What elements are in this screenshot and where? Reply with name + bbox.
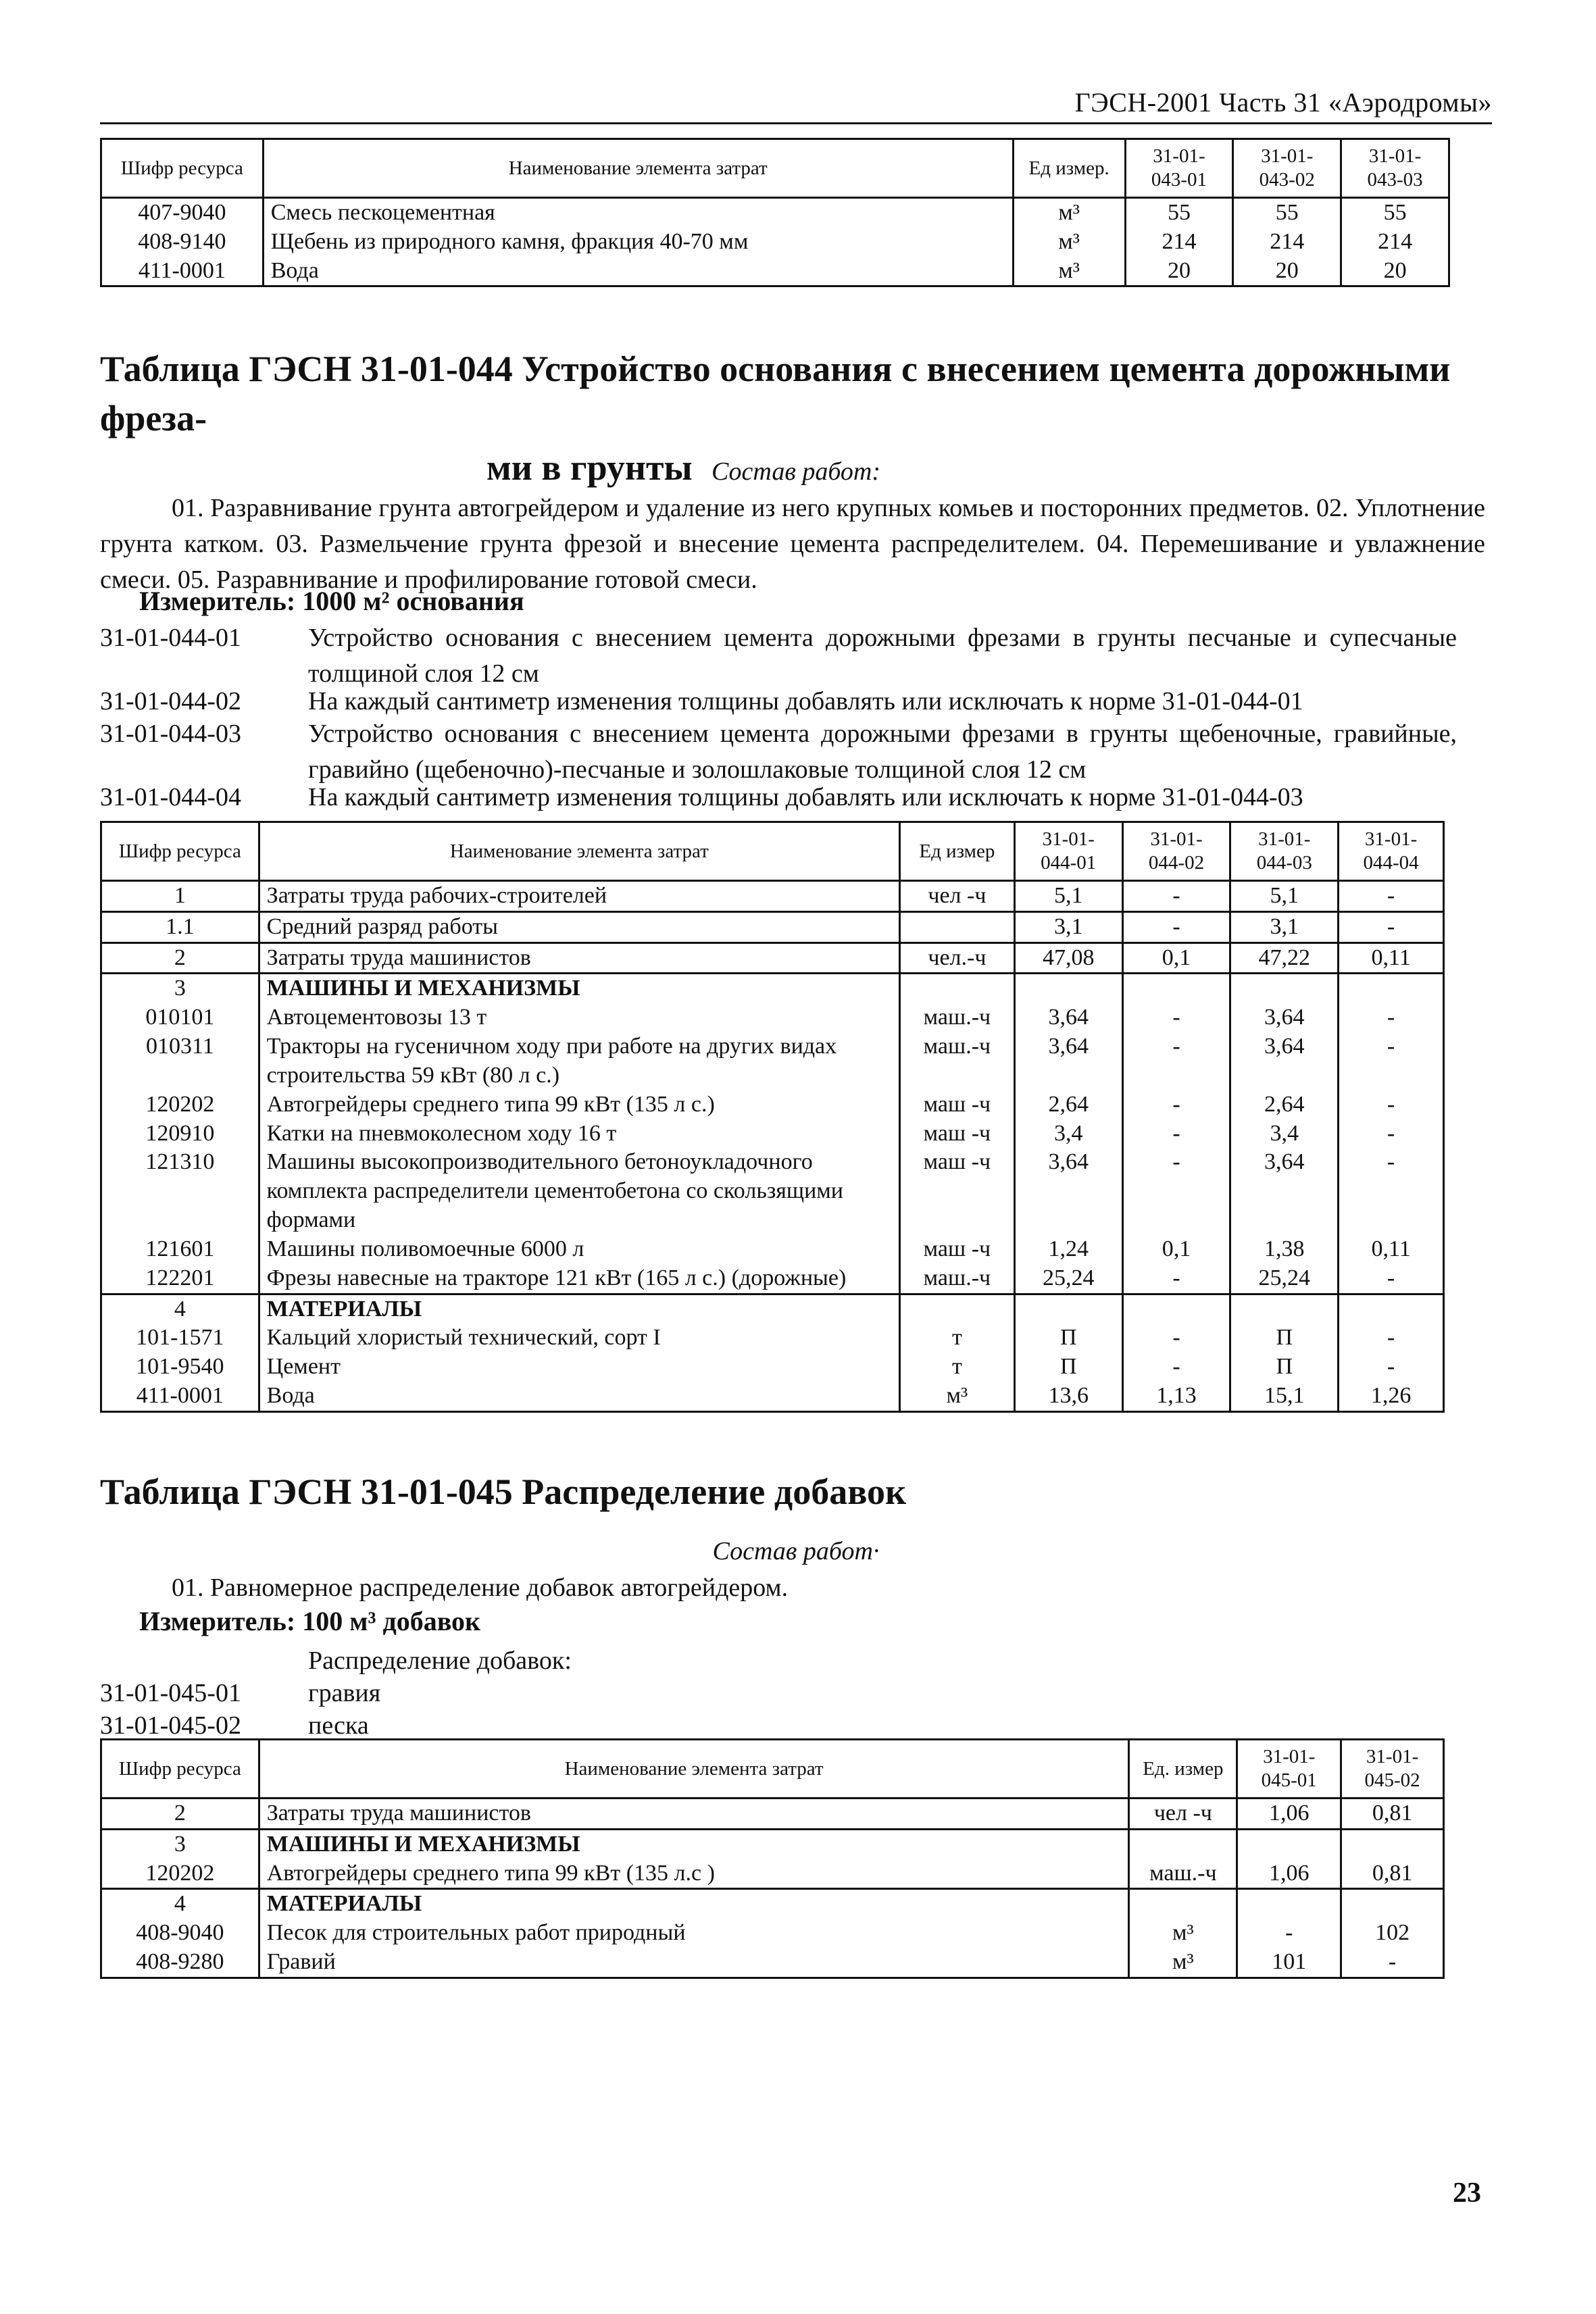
- table-row: [101, 1353, 1444, 1382]
- resource-code-cell: 120202: [101, 1090, 259, 1120]
- table-header-row: [101, 1740, 1444, 1799]
- unit-cell: м³: [1129, 1948, 1237, 1978]
- unit-cell: [899, 911, 1014, 942]
- value-cell: -: [1122, 1032, 1230, 1090]
- column-header: Ед измер: [899, 822, 1014, 881]
- value-cell: 25,24: [1014, 1264, 1122, 1294]
- unit-cell: чел -ч: [1129, 1799, 1237, 1830]
- table-row: [101, 1148, 1444, 1234]
- resource-name-cell: Песок для строительных работ природный: [259, 1919, 1129, 1948]
- value-cell: 2,64: [1230, 1090, 1339, 1120]
- table-row: [101, 1799, 1444, 1830]
- value-cell: 214: [1233, 228, 1341, 257]
- value-cell: 47,08: [1014, 942, 1122, 974]
- work-composition-text-044: 01. Разравнивание грунта автогрейдером и удаление из него крупных комьев и посторонних предметов. 02. Уплотнение грунта катком. 03. Размельчение грунта фрезой и внесение цемента распределителем. 04. Перемешивание и увлажнение смеси. 05. Разравнивание и профилирование готовой смеси.: [100, 494, 1485, 595]
- resource-name-cell: Вода: [263, 257, 1013, 286]
- value-cell: 20: [1341, 257, 1449, 286]
- column-header: Ед измер.: [1013, 139, 1125, 198]
- column-header: 31-01- 044-01: [1014, 822, 1122, 881]
- value-cell: -: [1339, 1032, 1444, 1090]
- value-cell: -: [1339, 1120, 1444, 1149]
- value-cell: -: [1122, 1324, 1230, 1353]
- unit-cell: чел.-ч: [899, 942, 1014, 974]
- value-cell: 102: [1341, 1919, 1444, 1948]
- value-cell: -: [1339, 1324, 1444, 1353]
- norm-code: 31-01-045-02: [100, 1711, 241, 1740]
- resource-code-cell: 121601: [101, 1235, 259, 1264]
- value-cell: -: [1341, 1948, 1444, 1978]
- table-row: [101, 1889, 1444, 1919]
- resource-name-cell: Фрезы навесные на тракторе 121 кВт (165 л с.) (дорожные): [259, 1264, 899, 1294]
- unit-cell: м³: [899, 1382, 1014, 1411]
- resource-name-cell: Кальций хлористый технический, сорт I: [259, 1324, 899, 1353]
- value-cell: 3,64: [1014, 1032, 1122, 1090]
- value-cell: 20: [1125, 257, 1233, 286]
- norm-description: На каждый сантиметр изменения толщины добавлять или исключать к норме 31-01-044-01: [308, 687, 1303, 715]
- value-cell: 3,64: [1230, 1003, 1339, 1032]
- column-header: 31-01- 043-01: [1125, 139, 1233, 198]
- table-row: [101, 1294, 1444, 1324]
- resource-code-cell: 411-0001: [101, 1382, 259, 1411]
- value-cell: 5,1: [1014, 881, 1122, 912]
- table-row: [101, 1003, 1444, 1032]
- value-cell: 25,24: [1230, 1264, 1339, 1294]
- column-header: 31-01- 044-04: [1339, 822, 1444, 881]
- value-cell: 5,1: [1230, 881, 1339, 912]
- resource-name-cell: Тракторы на гусеничном ходу при работе на других видах строительства 59 кВт (80 л с.): [259, 1032, 899, 1090]
- column-header: Шифр ресурса: [101, 1740, 259, 1799]
- value-cell: -: [1339, 1264, 1444, 1294]
- norm-description: Устройство основания с внесением цемента дорожными фрезами в грунты щебеночные, гравийные, гравийно (щебеночно)-песчаные и золошлаковые толщиной слоя 12 см: [308, 720, 1457, 784]
- resource-code-cell: 1.1: [101, 911, 259, 942]
- value-cell: -: [1339, 1148, 1444, 1234]
- table-row: [101, 1264, 1444, 1294]
- value-cell: 101: [1237, 1948, 1341, 1978]
- resource-name-cell: Гравий: [259, 1948, 1129, 1978]
- resource-name-cell: МАШИНЫ И МЕХАНИЗМЫ: [259, 1829, 1129, 1859]
- unit-cell: м³: [1129, 1919, 1237, 1948]
- value-cell: [1014, 1294, 1122, 1324]
- value-cell: -: [1339, 911, 1444, 942]
- value-cell: [1237, 1889, 1341, 1919]
- table-row: [101, 198, 1449, 228]
- value-cell: П: [1230, 1353, 1339, 1382]
- value-cell: [1230, 1294, 1339, 1324]
- resource-code-cell: 408-9040: [101, 1919, 259, 1948]
- column-header: Шифр ресурса: [101, 139, 264, 198]
- value-cell: 3,64: [1230, 1148, 1339, 1234]
- resource-code-cell: 4: [101, 1294, 259, 1324]
- resource-table-043: [100, 138, 1450, 287]
- value-cell: 0,81: [1341, 1799, 1444, 1830]
- resource-code-cell: 411-0001: [101, 257, 264, 286]
- value-cell: 3,1: [1014, 911, 1122, 942]
- resource-name-cell: Щебень из природного камня, фракция 40-70 мм: [263, 228, 1013, 257]
- value-cell: [1339, 1294, 1444, 1324]
- table-row: [101, 1120, 1444, 1149]
- column-header: 31-01- 045-01: [1237, 1740, 1341, 1799]
- resource-code-cell: 407-9040: [101, 198, 264, 228]
- resource-code-cell: 3: [101, 974, 259, 1003]
- column-header: Наименование элемента затрат: [259, 1740, 1129, 1799]
- table-row: [101, 974, 1444, 1003]
- resource-name-cell: Автоцементовозы 13 т: [259, 1003, 899, 1032]
- unit-cell: маш.-ч: [899, 1032, 1014, 1090]
- resource-code-cell: 010311: [101, 1032, 259, 1090]
- resource-name-cell: МАШИНЫ И МЕХАНИЗМЫ: [259, 974, 899, 1003]
- value-cell: 1,13: [1122, 1382, 1230, 1411]
- unit-cell: т: [899, 1324, 1014, 1353]
- unit-cell: [899, 974, 1014, 1003]
- resource-code-cell: 101-1571: [101, 1324, 259, 1353]
- resource-code-cell: 101-9540: [101, 1353, 259, 1382]
- resource-table-045: [100, 1738, 1445, 1979]
- table-row: [101, 1859, 1444, 1889]
- norm-code: 31-01-044-04: [100, 783, 241, 811]
- value-cell: [1122, 1294, 1230, 1324]
- norm-code: 31-01-044-02: [100, 687, 241, 715]
- column-header: Наименование элемента затрат: [263, 139, 1013, 198]
- table-header-row: [101, 822, 1444, 881]
- value-cell: -: [1122, 1353, 1230, 1382]
- value-cell: -: [1122, 881, 1230, 912]
- resource-name-cell: МАТЕРИАЛЫ: [259, 1294, 899, 1324]
- table-row: [101, 228, 1449, 257]
- value-cell: -: [1122, 1148, 1230, 1234]
- value-cell: 3,64: [1230, 1032, 1339, 1090]
- value-cell: [1341, 1829, 1444, 1859]
- value-cell: -: [1122, 911, 1230, 942]
- resource-name-cell: Затраты труда машинистов: [259, 942, 899, 974]
- table-row: [101, 942, 1444, 974]
- norm-code: 31-01-045-01: [100, 1679, 241, 1707]
- column-header: Наименование элемента затрат: [259, 822, 899, 881]
- value-cell: [1237, 1829, 1341, 1859]
- value-cell: 13,6: [1014, 1382, 1122, 1411]
- table-row: [101, 1829, 1444, 1859]
- value-cell: 2,64: [1014, 1090, 1122, 1120]
- value-cell: 3,1: [1230, 911, 1339, 942]
- resource-name-cell: Машины поливомоечные 6000 л: [259, 1235, 899, 1264]
- value-cell: 20: [1233, 257, 1341, 286]
- resource-code-cell: 1: [101, 881, 259, 912]
- table-row: [101, 1324, 1444, 1353]
- value-cell: [1122, 974, 1230, 1003]
- table-row: [101, 911, 1444, 942]
- resource-code-cell: 3: [101, 1829, 259, 1859]
- unit-cell: [899, 1294, 1014, 1324]
- work-composition-label-044: Состав работ:: [711, 457, 881, 486]
- value-cell: 55: [1233, 198, 1341, 228]
- table-row: [101, 1235, 1444, 1264]
- norm-description: На каждый сантиметр изменения толщины добавлять или исключать к норме 31-01-044-03: [308, 783, 1303, 811]
- value-cell: -: [1339, 1090, 1444, 1120]
- value-cell: 3,4: [1014, 1120, 1122, 1149]
- resource-code-cell: 121310: [101, 1148, 259, 1234]
- column-header: 31-01- 044-03: [1230, 822, 1339, 881]
- resource-code-cell: 408-9140: [101, 228, 264, 257]
- unit-cell: [1129, 1829, 1237, 1859]
- resource-name-cell: Цемент: [259, 1353, 899, 1382]
- section-title-044-line2: ми в грунты: [487, 447, 693, 488]
- value-cell: 214: [1125, 228, 1233, 257]
- value-cell: 214: [1341, 228, 1449, 257]
- value-cell: -: [1339, 1003, 1444, 1032]
- column-header: Ед. измер: [1129, 1740, 1237, 1799]
- section-title-044-line1: Таблица ГЭСН 31-01-044 Устройство основания с внесением цемента дорожными фреза-: [100, 349, 1451, 438]
- resource-name-cell: Средний разряд работы: [259, 911, 899, 942]
- value-cell: [1341, 1889, 1444, 1919]
- value-cell: 0,11: [1339, 1235, 1444, 1264]
- value-cell: 15,1: [1230, 1382, 1339, 1411]
- value-cell: 1,06: [1237, 1799, 1341, 1830]
- table-row: [101, 257, 1449, 286]
- resource-table-044: [100, 821, 1445, 1413]
- norm-description: песка: [308, 1711, 369, 1740]
- value-cell: -: [1122, 1120, 1230, 1149]
- resource-name-cell: Автогрейдеры среднего типа 99 кВт (135 л с.): [259, 1090, 899, 1120]
- resource-code-cell: 120910: [101, 1120, 259, 1149]
- value-cell: [1014, 974, 1122, 1003]
- distribution-subheading: Распределение добавок:: [308, 1646, 572, 1675]
- value-cell: 0,1: [1122, 1235, 1230, 1264]
- table-row: [101, 1382, 1444, 1411]
- unit-cell: маш -ч: [899, 1235, 1014, 1264]
- unit-cell: маш -ч: [899, 1090, 1014, 1120]
- column-header: 31-01- 043-02: [1233, 139, 1341, 198]
- unit-cell: маш.-ч: [899, 1264, 1014, 1294]
- value-cell: [1230, 974, 1339, 1003]
- value-cell: -: [1237, 1919, 1341, 1948]
- value-cell: П: [1014, 1353, 1122, 1382]
- resource-code-cell: 4: [101, 1889, 259, 1919]
- work-composition-label-045: Состав работ·: [712, 1537, 880, 1565]
- resource-code-cell: 010101: [101, 1003, 259, 1032]
- unit-cell: маш.-ч: [1129, 1859, 1237, 1889]
- resource-name-cell: Затраты труда рабочих-строителей: [259, 881, 899, 912]
- value-cell: 55: [1341, 198, 1449, 228]
- value-cell: -: [1122, 1090, 1230, 1120]
- work-composition-text-045: 01. Равномерное распределение добавок автогрейдером.: [172, 1574, 789, 1602]
- unit-cell: м³: [1013, 228, 1125, 257]
- value-cell: П: [1014, 1324, 1122, 1353]
- resource-code-cell: 408-9280: [101, 1948, 259, 1978]
- section-title-045: Таблица ГЭСН 31-01-045 Распределение добавок: [100, 1472, 907, 1512]
- table-row: [101, 1090, 1444, 1120]
- value-cell: 1,24: [1014, 1235, 1122, 1264]
- running-head: ГЭСН-2001 Часть 31 «Аэродромы»: [100, 86, 1492, 124]
- value-cell: -: [1122, 1003, 1230, 1032]
- table-header-row: [101, 139, 1449, 198]
- value-cell: 3,64: [1014, 1003, 1122, 1032]
- norm-description: гравия: [308, 1679, 381, 1707]
- resource-name-cell: Автогрейдеры среднего типа 99 кВт (135 л.с ): [259, 1859, 1129, 1889]
- value-cell: 3,64: [1014, 1148, 1122, 1234]
- value-cell: [1339, 974, 1444, 1003]
- value-cell: -: [1122, 1264, 1230, 1294]
- value-cell: -: [1339, 1353, 1444, 1382]
- table-row: [101, 1948, 1444, 1978]
- resource-code-cell: 122201: [101, 1264, 259, 1294]
- resource-name-cell: Катки на пневмоколесном ходу 16 т: [259, 1120, 899, 1149]
- value-cell: 3,4: [1230, 1120, 1339, 1149]
- column-header: Шифр ресурса: [101, 822, 259, 881]
- value-cell: 0,1: [1122, 942, 1230, 974]
- measure-unit-044: Измеритель: 1000 м² основания: [139, 586, 524, 616]
- value-cell: 47,22: [1230, 942, 1339, 974]
- norm-code: 31-01-044-01: [100, 624, 241, 652]
- unit-cell: м³: [1013, 198, 1125, 228]
- unit-cell: [1129, 1889, 1237, 1919]
- value-cell: П: [1230, 1324, 1339, 1353]
- measure-unit-045: Измеритель: 100 м³ добавок: [139, 1606, 481, 1636]
- table-row: [101, 1919, 1444, 1948]
- column-header: 31-01- 045-02: [1341, 1740, 1444, 1799]
- unit-cell: м³: [1013, 257, 1125, 286]
- unit-cell: маш.-ч: [899, 1003, 1014, 1032]
- norm-code: 31-01-044-03: [100, 720, 241, 748]
- norm-description: Устройство основания с внесением цемента дорожными фрезами в грунты песчаные и супесчаные толщиной слоя 12 см: [308, 624, 1457, 688]
- unit-cell: чел -ч: [899, 881, 1014, 912]
- resource-code-cell: 120202: [101, 1859, 259, 1889]
- resource-name-cell: Смесь пескоцементная: [263, 198, 1013, 228]
- page-number: 23: [1453, 2178, 1481, 2209]
- unit-cell: т: [899, 1353, 1014, 1382]
- column-header: 31-01- 044-02: [1122, 822, 1230, 881]
- column-header: 31-01- 043-03: [1341, 139, 1449, 198]
- value-cell: 0,81: [1341, 1859, 1444, 1889]
- value-cell: 1,38: [1230, 1235, 1339, 1264]
- value-cell: 0,11: [1339, 942, 1444, 974]
- resource-name-cell: Машины высокопроизводительного бетоноукладочного комплекта распределители цементобетона со скользящими формами: [259, 1148, 899, 1234]
- resource-name-cell: Затраты труда машинистов: [259, 1799, 1129, 1830]
- resource-name-cell: МАТЕРИАЛЫ: [259, 1889, 1129, 1919]
- unit-cell: маш -ч: [899, 1148, 1014, 1234]
- table-row: [101, 881, 1444, 912]
- value-cell: 1,06: [1237, 1859, 1341, 1889]
- value-cell: 1,26: [1339, 1382, 1444, 1411]
- value-cell: -: [1339, 881, 1444, 912]
- resource-code-cell: 2: [101, 1799, 259, 1830]
- resource-code-cell: 2: [101, 942, 259, 974]
- resource-name-cell: Вода: [259, 1382, 899, 1411]
- unit-cell: маш -ч: [899, 1120, 1014, 1149]
- value-cell: 55: [1125, 198, 1233, 228]
- table-row: [101, 1032, 1444, 1090]
